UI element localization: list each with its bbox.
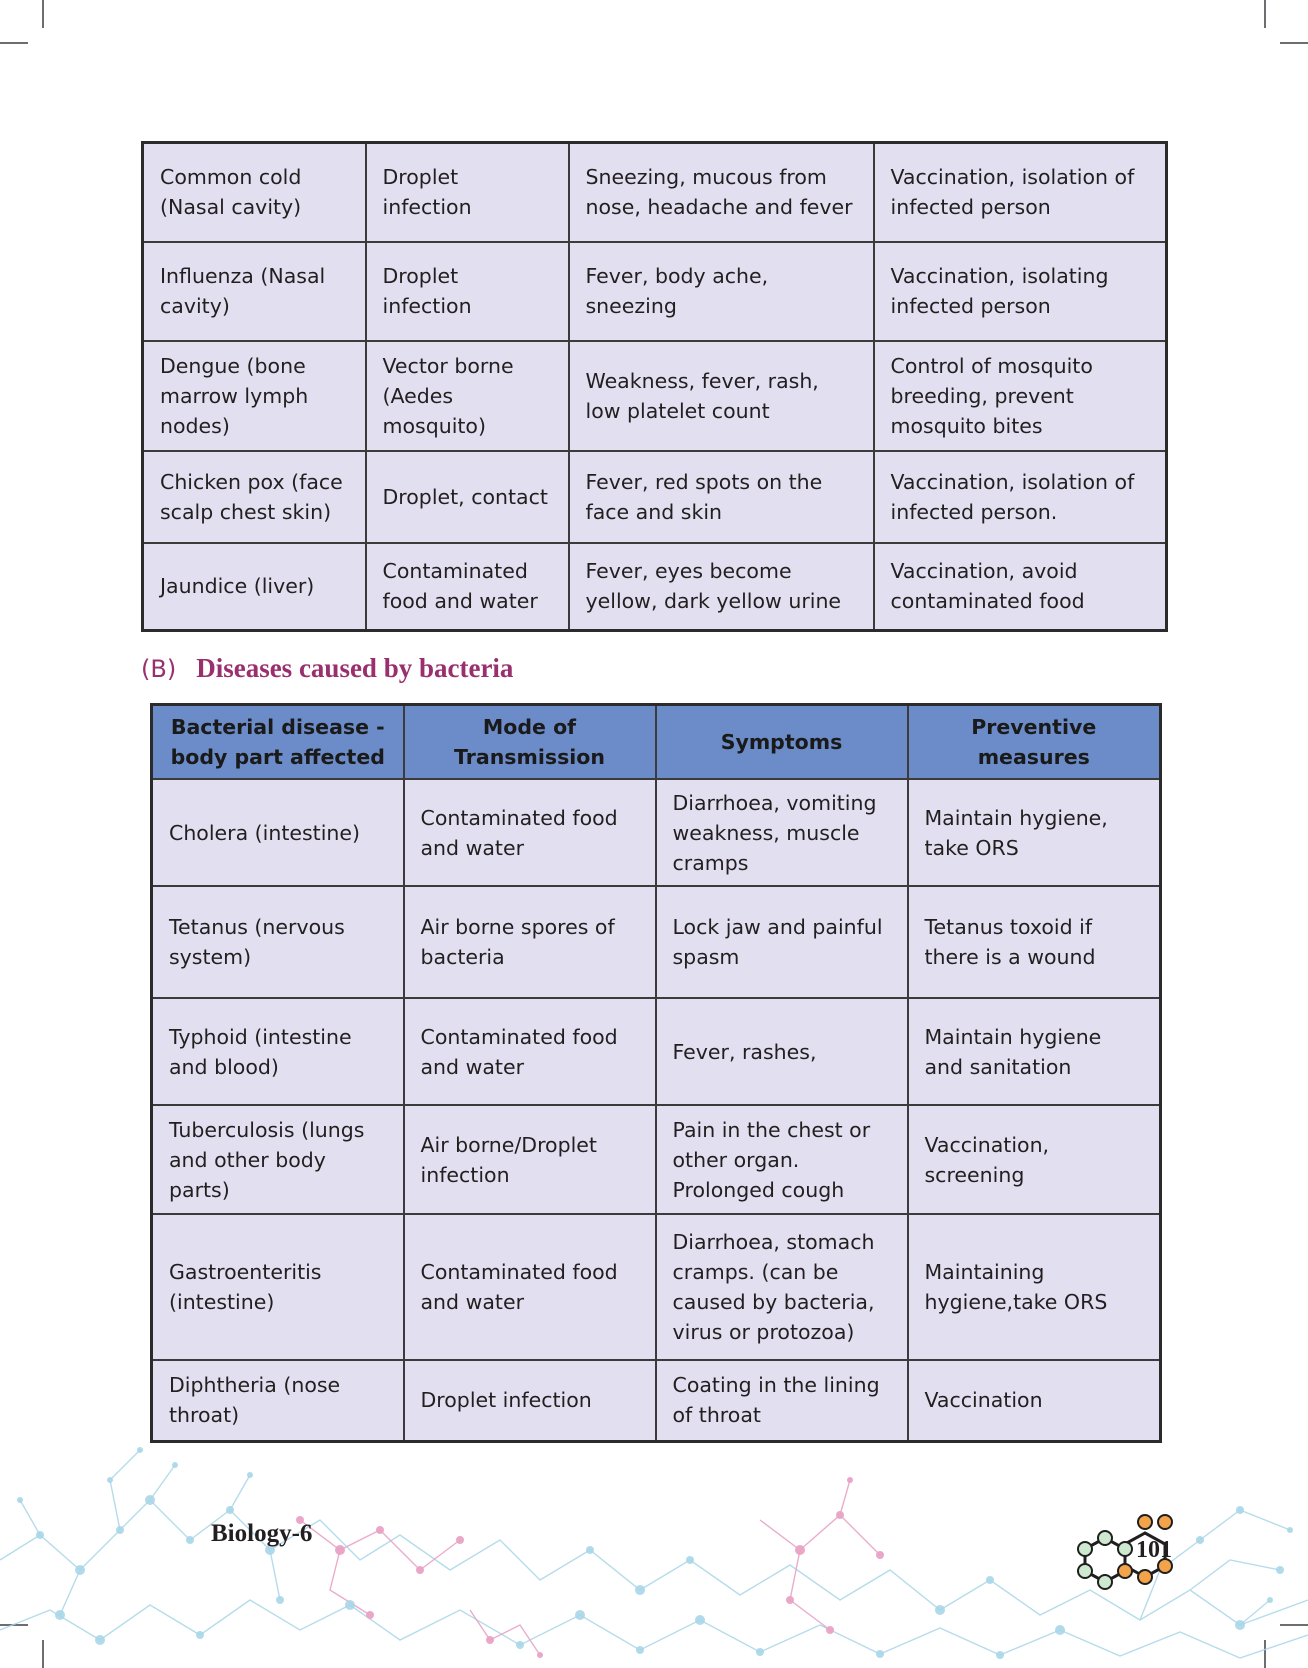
- table-cell: Fever, body ache, sneezing: [569, 242, 874, 341]
- table-row: [143, 451, 1167, 543]
- table-row: [143, 143, 1167, 242]
- page-number: 101: [1136, 1537, 1172, 1563]
- crop-mark: [42, 0, 44, 28]
- crop-mark: [1280, 42, 1308, 44]
- table-row: [143, 242, 1167, 341]
- table-cell: Droplet infection: [366, 143, 569, 242]
- table-cell: Weakness, fever, rash, low platelet count: [569, 341, 874, 451]
- crop-mark: [0, 42, 28, 44]
- section-title: Diseases caused by bacteria: [196, 653, 514, 683]
- table-cell: Tetanus toxoid if there is a wound: [908, 886, 1161, 998]
- table-cell: Maintain hygiene, take ORS: [908, 779, 1161, 886]
- table-row: [152, 1360, 1161, 1441]
- table-cell: Typhoid (intestine and blood): [152, 998, 404, 1105]
- table-cell: Contaminated food and water: [404, 1214, 656, 1360]
- table-row: [152, 998, 1161, 1105]
- table-cell: Pain in the chest or other organ. Prolonged cough: [656, 1105, 908, 1214]
- hexagon-molecule-icon: [1055, 1505, 1200, 1617]
- table-cell: Droplet, contact: [366, 451, 569, 543]
- crop-mark: [1264, 0, 1266, 28]
- table-cell: Droplet infection: [366, 242, 569, 341]
- table-header-row: [152, 705, 1161, 780]
- table-cell: Influenza (Nasal cavity): [143, 242, 366, 341]
- table-cell: Diarrhoea, vomiting weakness, muscle cramps: [656, 779, 908, 886]
- table-cell: Gastroenteritis (intestine): [152, 1214, 404, 1360]
- table-row: [143, 341, 1167, 451]
- table-cell: Tuberculosis (lungs and other body parts): [152, 1105, 404, 1214]
- table-cell: Sneezing, mucous from nose, headache and fever: [569, 143, 874, 242]
- table-cell: Contaminated food and water: [404, 998, 656, 1105]
- viral-diseases-table: [141, 141, 1168, 632]
- subject-label: Biology-6: [211, 1520, 313, 1547]
- column-header: Mode of Transmission: [404, 705, 656, 780]
- bacterial-diseases-table: [150, 703, 1162, 1443]
- table-cell: Vaccination, avoid contaminated food: [874, 543, 1167, 631]
- table-cell: Fever, red spots on the face and skin: [569, 451, 874, 543]
- table-cell: Air borne/Droplet infection: [404, 1105, 656, 1214]
- column-header: Preventive measures: [908, 705, 1161, 780]
- table-cell: Coating in the lining of throat: [656, 1360, 908, 1441]
- table-row: [152, 1214, 1161, 1360]
- table-cell: Fever, eyes become yellow, dark yellow urine: [569, 543, 874, 631]
- table-cell: Vaccination, screening: [908, 1105, 1161, 1214]
- table-row: [152, 779, 1161, 886]
- table-cell: Contaminated food and water: [366, 543, 569, 631]
- table-row: [152, 1105, 1161, 1214]
- section-letter: (B): [141, 655, 177, 683]
- table-cell: Common cold (Nasal cavity): [143, 143, 366, 242]
- section-heading: [141, 648, 513, 689]
- table-cell: Vaccination, isolating infected person: [874, 242, 1167, 341]
- table-cell: Diarrhoea, stomach cramps. (can be caused by bacteria, virus or protozoa): [656, 1214, 908, 1360]
- table-cell: Contaminated food and water: [404, 779, 656, 886]
- table-row: [152, 886, 1161, 998]
- table-cell: Vaccination: [908, 1360, 1161, 1441]
- table-cell: Chicken pox (face scalp chest skin): [143, 451, 366, 543]
- table-cell: Jaundice (liver): [143, 543, 366, 631]
- table-cell: Lock jaw and painful spasm: [656, 886, 908, 998]
- table-row: [143, 543, 1167, 631]
- table-cell: Control of mosquito breeding, prevent mosquito bites: [874, 341, 1167, 451]
- table-cell: Vaccination, isolation of infected person.: [874, 451, 1167, 543]
- table-cell: Air borne spores of bacteria: [404, 886, 656, 998]
- table-cell: Cholera (intestine): [152, 779, 404, 886]
- table-cell: Fever, rashes,: [656, 998, 908, 1105]
- table-cell: Diphtheria (nose throat): [152, 1360, 404, 1441]
- table-cell: Maintain hygiene and sanitation: [908, 998, 1161, 1105]
- table-cell: Maintaining hygiene,take ORS: [908, 1214, 1161, 1360]
- table-cell: Tetanus (nervous system): [152, 886, 404, 998]
- table-cell: Vaccination, isolation of infected person: [874, 143, 1167, 242]
- column-header: Symptoms: [656, 705, 908, 780]
- table-cell: Dengue (bone marrow lymph nodes): [143, 341, 366, 451]
- column-header: Bacterial disease - body part affected: [152, 705, 404, 780]
- table-cell: Droplet infection: [404, 1360, 656, 1441]
- table-cell: Vector borne (Aedes mosquito): [366, 341, 569, 451]
